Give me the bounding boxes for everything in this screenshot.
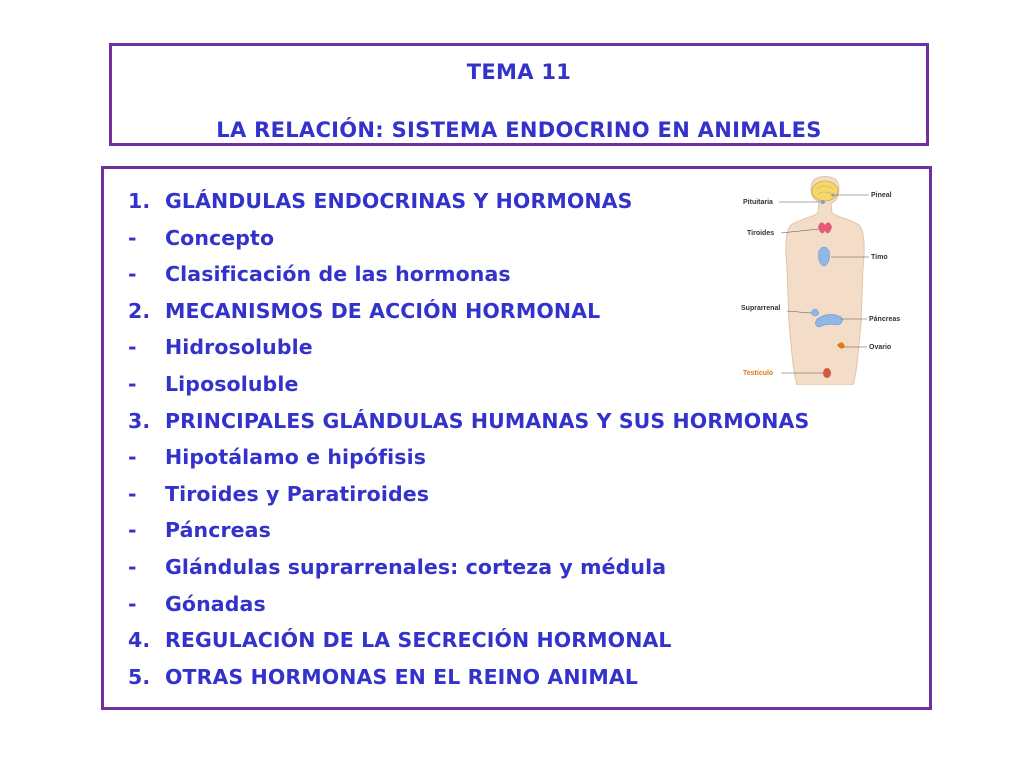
outline-item: - Liposoluble [128, 371, 299, 396]
outline-item: - Hidrosoluble [128, 335, 313, 360]
outline-item: - Hipotálamo e hipófisis [128, 445, 427, 470]
topic-outline [128, 183, 809, 695]
endocrine-system-illustration [741, 173, 921, 385]
testicle-gland [823, 368, 831, 378]
outline-item: 3. PRINCIPALES GLÁNDULAS HUMANAS Y SUS HORMONAS [128, 408, 810, 433]
outline-item: - Tiroides y Paratiroides [128, 481, 430, 506]
outline-item: - Páncreas [128, 518, 271, 543]
pituitary-gland [821, 200, 825, 204]
label-ovario: Ovario [869, 344, 892, 351]
topic-number: TEMA 11 [466, 60, 572, 84]
brain-shape [812, 181, 838, 201]
outline-item: - Glándulas suprarrenales: corteza y médula [128, 554, 667, 579]
label-pancreas: Páncreas [869, 316, 901, 323]
label-suprarrenal: Suprarrenal [741, 305, 781, 312]
outline-item: - Clasificación de las hormonas [128, 262, 511, 287]
outline-item: 5. OTRAS HORMONAS EN EL REINO ANIMAL [128, 664, 638, 689]
label-pineal: Pineal [871, 192, 892, 199]
pineal-gland [831, 193, 834, 196]
body-silhouette [786, 177, 864, 386]
slide-title: LA RELACIÓN: SISTEMA ENDOCRINO EN ANIMALES [216, 118, 822, 142]
label-tiroides: Tiroides [747, 230, 775, 237]
endocrine-body-figure [741, 173, 921, 385]
outline-item: 1. GLÁNDULAS ENDOCRINAS Y HORMONAS [128, 189, 633, 213]
outline-item: - Concepto [128, 225, 275, 250]
outline-item: 4. REGULACIÓN DE LA SECRECIÓN HORMONAL [128, 628, 672, 653]
title-box [109, 43, 929, 146]
outline-item: - Gónadas [128, 591, 266, 616]
content-box [101, 166, 932, 710]
thymus-gland [819, 247, 830, 266]
label-pituitaria: Pituitaria [743, 199, 773, 206]
label-testiculo: Testículo [743, 370, 774, 377]
label-timo: Timo [871, 254, 888, 261]
outline-item: 2. MECANISMOS DE ACCIÓN HORMONAL [128, 298, 601, 323]
